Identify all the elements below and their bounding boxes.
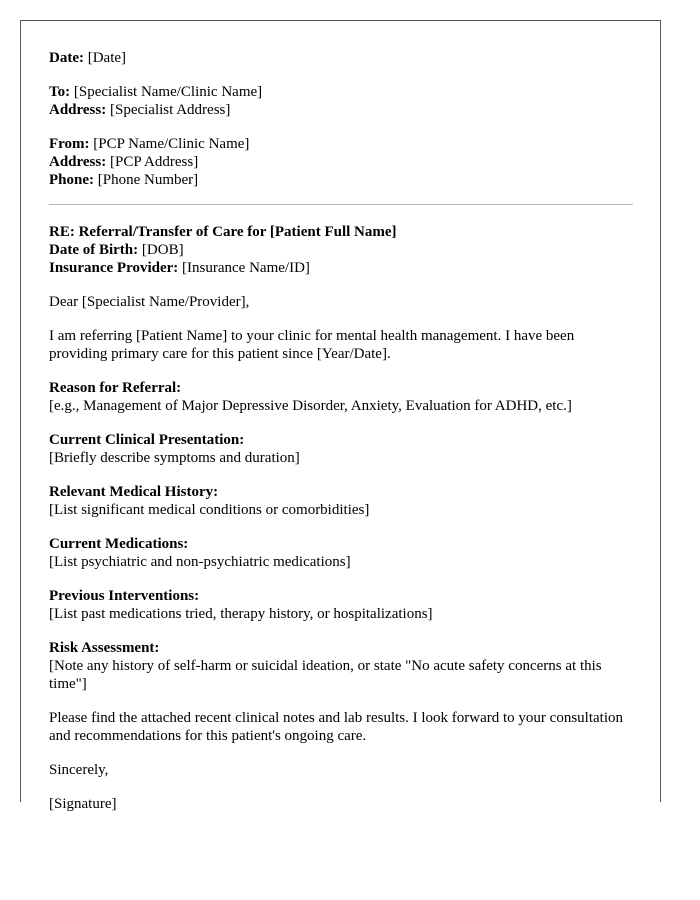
section-risk [49, 639, 633, 693]
phone-line [49, 171, 633, 189]
closing-paragraph [49, 709, 633, 745]
intro-text: I am referring [Patient Name] to your clinic for mental health management. I have been providing primary care for this patient since [Year/Date]. [49, 328, 575, 362]
section-interventions [49, 587, 633, 623]
section-heading: Risk Assessment: [49, 640, 160, 656]
section-presentation [49, 431, 633, 467]
signature-block [49, 795, 633, 813]
letter-content [49, 49, 633, 829]
letter-page [20, 20, 661, 812]
phone-label: Phone: [49, 172, 94, 188]
salutation-text: Dear [Specialist Name/Provider], [49, 294, 250, 310]
date-line [49, 49, 633, 67]
to-address-value: [Specialist Address] [109, 102, 231, 118]
from-address-value: [PCP Address] [109, 154, 199, 170]
re-line [49, 223, 633, 241]
date-label: Date: [49, 50, 84, 66]
salutation [49, 293, 633, 311]
from-address-line [49, 153, 633, 171]
section-text: [List psychiatric and non-psychiatric medications] [49, 554, 351, 570]
insurance-label: Insurance Provider: [49, 260, 179, 276]
section-heading: Current Medications: [49, 536, 189, 552]
section-history [49, 483, 633, 519]
from-value: [PCP Name/Clinic Name] [93, 136, 250, 152]
dob-value: [DOB] [141, 242, 184, 258]
to-line [49, 83, 633, 101]
date-value: [Date] [87, 50, 127, 66]
re-heading: RE: Referral/Transfer of Care for [Patient Full Name] [49, 224, 397, 240]
to-label: To: [49, 84, 71, 100]
divider [49, 204, 633, 205]
from-address-label: Address: [49, 154, 107, 170]
from-label: From: [49, 136, 90, 152]
insurance-value: [Insurance Name/ID] [182, 260, 310, 276]
section-text: [Note any history of self-harm or suicidal ideation, or state "No acute safety concerns at this time"] [49, 658, 602, 692]
insurance-line [49, 259, 633, 277]
to-address-label: Address: [49, 102, 107, 118]
section-text: [List past medications tried, therapy history, or hospitalizations] [49, 606, 433, 622]
section-heading: Relevant Medical History: [49, 484, 219, 500]
intro-paragraph [49, 327, 633, 363]
section-medications [49, 535, 633, 571]
dob-label: Date of Birth: [49, 242, 139, 258]
closing-text: Please find the attached recent clinical notes and lab results. I look forward to your consultation and recommendations for this patient's ongoing care. [49, 710, 623, 744]
from-line [49, 135, 633, 153]
section-text: [e.g., Management of Major Depressive Disorder, Anxiety, Evaluation for ADHD, etc.] [49, 398, 572, 414]
to-value: [Specialist Name/Clinic Name] [73, 84, 263, 100]
to-address-line [49, 101, 633, 119]
section-text: [Briefly describe symptoms and duration] [49, 450, 300, 466]
date-block [49, 49, 633, 67]
signature-text: [Signature] [49, 796, 117, 812]
section-text: [List significant medical conditions or comorbidities] [49, 502, 370, 518]
section-reason [49, 379, 633, 415]
recipient-block [49, 83, 633, 119]
section-heading: Previous Interventions: [49, 588, 200, 604]
section-heading: Reason for Referral: [49, 380, 182, 396]
re-block [49, 223, 633, 277]
sign-off [49, 761, 633, 779]
section-heading: Current Clinical Presentation: [49, 432, 245, 448]
sign-off-text: Sincerely, [49, 762, 109, 778]
sender-block [49, 135, 633, 189]
dob-line [49, 241, 633, 259]
phone-value: [Phone Number] [97, 172, 199, 188]
